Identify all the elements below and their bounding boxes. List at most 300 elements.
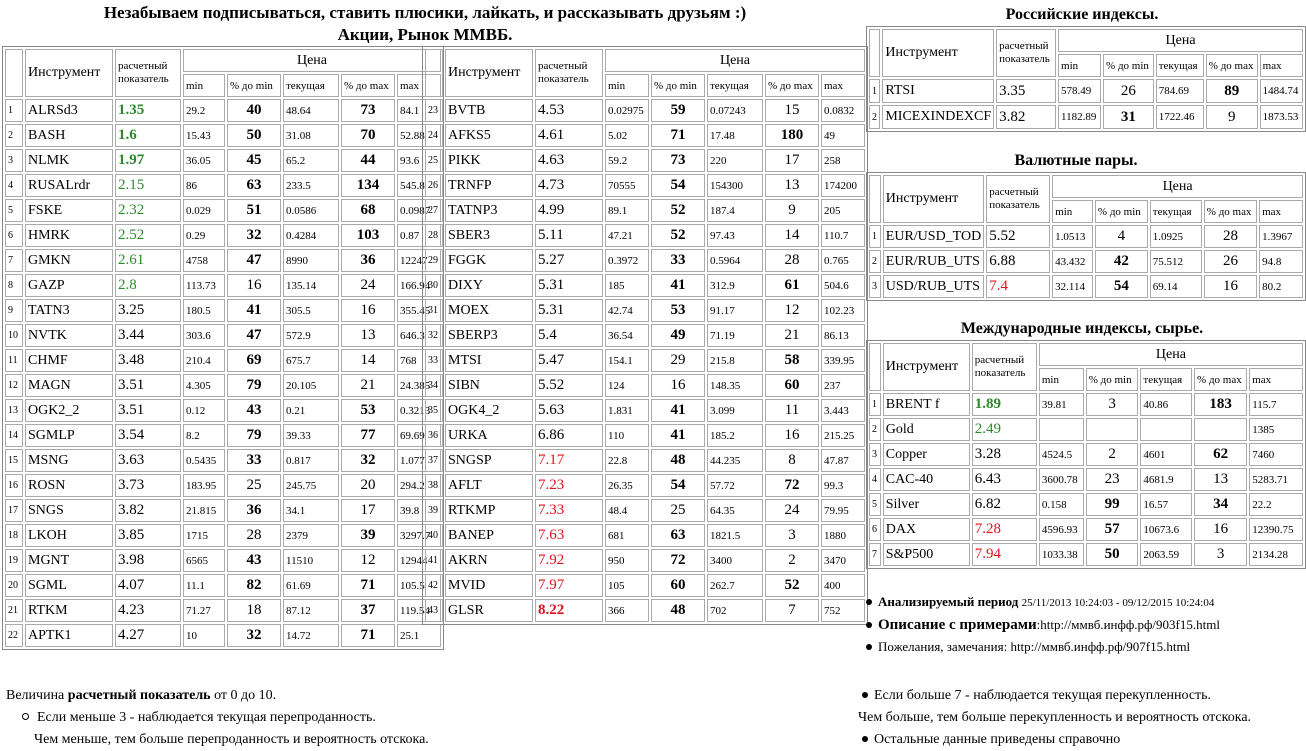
ticker[interactable]: MSNG bbox=[25, 449, 113, 472]
current-value: 34.1 bbox=[283, 499, 339, 522]
min-value: 950 bbox=[605, 549, 649, 572]
pct-to-min: 50 bbox=[1086, 543, 1139, 566]
pct-to-min: 51 bbox=[227, 199, 281, 222]
row-number: 13 bbox=[5, 399, 23, 422]
pct-to-min: 47 bbox=[227, 249, 281, 272]
ticker[interactable]: EUR/USD_TOD bbox=[883, 225, 984, 248]
bullet-icon bbox=[866, 599, 872, 605]
ticker[interactable]: SBERP3 bbox=[445, 324, 533, 347]
ticker[interactable]: RTSI bbox=[882, 79, 994, 103]
ticker[interactable]: SBER3 bbox=[445, 224, 533, 247]
ticker[interactable]: GLSR bbox=[445, 599, 533, 622]
pct-to-min: 29 bbox=[651, 349, 705, 372]
col-pct-min: % до min bbox=[1103, 54, 1154, 77]
table-row bbox=[5, 599, 441, 622]
min-value: 32.114 bbox=[1052, 275, 1093, 298]
table-row bbox=[869, 105, 1303, 129]
col-min: min bbox=[605, 74, 649, 97]
row-number: 37 bbox=[425, 449, 443, 472]
table-row bbox=[869, 443, 1303, 466]
current-value: 0.4284 bbox=[283, 224, 339, 247]
calc-value: 7.17 bbox=[535, 449, 603, 472]
col-min: min bbox=[1039, 368, 1084, 391]
calc-value: 6.88 bbox=[986, 250, 1050, 273]
min-value bbox=[1039, 418, 1084, 441]
table-row bbox=[5, 324, 441, 347]
ticker[interactable]: USD/RUB_UTS bbox=[883, 275, 984, 298]
max-value: 94.8 bbox=[1259, 250, 1303, 273]
ticker[interactable]: CHMF bbox=[25, 349, 113, 372]
table-row bbox=[5, 499, 441, 522]
current-value: 44.235 bbox=[707, 449, 763, 472]
ticker[interactable]: BASH bbox=[25, 124, 113, 147]
pct-to-max: 16 bbox=[1194, 518, 1247, 541]
calc-value: 5.63 bbox=[535, 399, 603, 422]
table-row bbox=[425, 249, 865, 272]
row-number: 42 bbox=[425, 574, 443, 597]
pct-to-max: 34 bbox=[1194, 493, 1247, 516]
row-number: 1 bbox=[869, 393, 881, 416]
current-value: 245.75 bbox=[283, 474, 339, 497]
market-title: Акции, Рынок ММВБ. bbox=[337, 25, 513, 44]
table-row bbox=[5, 474, 441, 497]
max-value: 115.7 bbox=[1249, 393, 1303, 416]
ticker[interactable]: NVTK bbox=[25, 324, 113, 347]
table-row bbox=[869, 275, 1303, 298]
ticker[interactable]: SIBN bbox=[445, 374, 533, 397]
row-number: 1 bbox=[869, 79, 880, 103]
calc-value: 7.4 bbox=[986, 275, 1050, 298]
table-row bbox=[5, 149, 441, 172]
pct-to-max: 14 bbox=[341, 349, 395, 372]
max-value: 5283.71 bbox=[1249, 468, 1303, 491]
min-value: 578.49 bbox=[1058, 79, 1101, 103]
current-value: 784.69 bbox=[1156, 79, 1204, 103]
max-value: 400 bbox=[821, 574, 865, 597]
ticker[interactable]: TATN3 bbox=[25, 299, 113, 322]
ticker[interactable]: Silver bbox=[883, 493, 970, 516]
calc-value: 7.28 bbox=[972, 518, 1037, 541]
max-value: 119.54 bbox=[397, 599, 441, 622]
calc-value: 5.31 bbox=[535, 299, 603, 322]
col-pct-max: % до max bbox=[765, 74, 819, 97]
pct-to-max: 183 bbox=[1194, 393, 1247, 416]
max-value: 339.95 bbox=[821, 349, 865, 372]
pct-to-min: 71 bbox=[651, 124, 705, 147]
min-value: 0.29 bbox=[183, 224, 225, 247]
table-row bbox=[5, 349, 441, 372]
table-row bbox=[5, 199, 441, 222]
current-value: 220 bbox=[707, 149, 763, 172]
col-calc: расчетный показатель bbox=[535, 49, 603, 97]
footer-left bbox=[6, 685, 566, 751]
calc-value: 4.23 bbox=[115, 599, 181, 622]
ticker[interactable]: S&P500 bbox=[883, 543, 970, 566]
ticker[interactable]: GAZP bbox=[25, 274, 113, 297]
calc-value: 3.82 bbox=[996, 105, 1056, 129]
stocks-table-left bbox=[2, 46, 444, 650]
pct-to-max: 17 bbox=[765, 149, 819, 172]
current-value: 69.14 bbox=[1150, 275, 1202, 298]
col-min: min bbox=[1052, 200, 1093, 223]
ticker[interactable]: MVID bbox=[445, 574, 533, 597]
ticker[interactable]: AFKS5 bbox=[445, 124, 533, 147]
row-number: 38 bbox=[425, 474, 443, 497]
wishes-line bbox=[862, 636, 1302, 657]
footer-left-line2: Если меньше 3 - наблюдается текущая перепроданность. bbox=[6, 707, 566, 729]
col-tool: Инструмент bbox=[883, 343, 970, 391]
ru-indices-title: Российские индексы. bbox=[1005, 6, 1159, 23]
ticker[interactable]: Copper bbox=[883, 443, 970, 466]
pct-to-min: 45 bbox=[227, 149, 281, 172]
col-calc: расчетный показатель bbox=[115, 49, 181, 97]
ticker[interactable]: BRENT f bbox=[883, 393, 970, 416]
calc-value: 7.94 bbox=[972, 543, 1037, 566]
table-row bbox=[869, 493, 1303, 516]
table-row bbox=[5, 574, 441, 597]
pct-to-max: 13 bbox=[1194, 468, 1247, 491]
row-number: 15 bbox=[5, 449, 23, 472]
examples-link[interactable]: :http://ммвб.инфф.рф/903f15.html bbox=[1036, 617, 1220, 632]
max-value: 1.077 bbox=[397, 449, 441, 472]
current-value: 61.69 bbox=[283, 574, 339, 597]
stocks-table-right bbox=[422, 46, 868, 625]
ticker[interactable]: HMRK bbox=[25, 224, 113, 247]
footer-left-line3: Чем меньше, тем больше перепроданность и вероятность отскока. bbox=[34, 732, 429, 747]
min-value: 86 bbox=[183, 174, 225, 197]
max-value: 1385 bbox=[1249, 418, 1303, 441]
pct-to-max: 39 bbox=[341, 524, 395, 547]
wishes-text[interactable]: Пожелания, замечания: http://ммвб.инфф.рф/907f15.html bbox=[878, 639, 1191, 654]
col-price: Цена bbox=[605, 49, 865, 72]
min-value: 22.8 bbox=[605, 449, 649, 472]
min-value: 15.43 bbox=[183, 124, 225, 147]
pct-to-max: 14 bbox=[765, 224, 819, 247]
ticker[interactable]: CAC-40 bbox=[883, 468, 970, 491]
current-value: 0.07243 bbox=[707, 99, 763, 122]
max-value: 174200 bbox=[821, 174, 865, 197]
min-value: 29.2 bbox=[183, 99, 225, 122]
ticker[interactable]: ROSN bbox=[25, 474, 113, 497]
table-row bbox=[5, 374, 441, 397]
ticker[interactable]: SNGSP bbox=[445, 449, 533, 472]
pct-to-min: 16 bbox=[651, 374, 705, 397]
pct-to-max: 24 bbox=[341, 274, 395, 297]
table-row bbox=[425, 399, 865, 422]
pct-to-min: 60 bbox=[651, 574, 705, 597]
ticker[interactable]: LKOH bbox=[25, 524, 113, 547]
col-pct-min: % до min bbox=[651, 74, 705, 97]
row-number: 35 bbox=[425, 399, 443, 422]
row-number: 22 bbox=[5, 624, 23, 647]
row-number: 2 bbox=[869, 105, 880, 129]
max-value: 205 bbox=[821, 199, 865, 222]
table-row bbox=[425, 549, 865, 572]
pct-to-max: 26 bbox=[1204, 250, 1257, 273]
pct-to-max: 3 bbox=[765, 524, 819, 547]
footer-right-line1: Если больше 7 - наблюдается текущая перекупленность. bbox=[858, 685, 1304, 707]
pct-to-max: 70 bbox=[341, 124, 395, 147]
table-row bbox=[5, 274, 441, 297]
calc-value: 7.33 bbox=[535, 499, 603, 522]
row-number: 2 bbox=[869, 418, 881, 441]
table-row bbox=[869, 225, 1303, 248]
max-value: 69.69 bbox=[397, 424, 441, 447]
max-value: 1873.53 bbox=[1260, 105, 1303, 129]
ticker[interactable]: FSKE bbox=[25, 199, 113, 222]
ticker[interactable]: AFLT bbox=[445, 474, 533, 497]
ticker[interactable]: OGK4_2 bbox=[445, 399, 533, 422]
current-value: 1.0925 bbox=[1150, 225, 1202, 248]
min-value: 0.029 bbox=[183, 199, 225, 222]
pct-to-min: 41 bbox=[227, 299, 281, 322]
header-line1: Незабываем подписываться, ставить плюсики, лайкать, и рассказывать друзьям :) bbox=[103, 3, 747, 22]
min-value: 110 bbox=[605, 424, 649, 447]
max-value: 0.765 bbox=[821, 249, 865, 272]
pct-to-min: 18 bbox=[227, 599, 281, 622]
min-value: 4596.93 bbox=[1039, 518, 1084, 541]
pct-to-max: 9 bbox=[765, 199, 819, 222]
ticker[interactable]: DIXY bbox=[445, 274, 533, 297]
current-value: 702 bbox=[707, 599, 763, 622]
calc-value: 3.54 bbox=[115, 424, 181, 447]
pct-to-max: 28 bbox=[1204, 225, 1257, 248]
row-number: 4 bbox=[5, 174, 23, 197]
ru-indices-table bbox=[866, 26, 1306, 132]
col-current: текущая bbox=[1150, 200, 1202, 223]
row-number: 7 bbox=[5, 249, 23, 272]
pct-to-min: 23 bbox=[1086, 468, 1139, 491]
pct-to-max: 58 bbox=[765, 349, 819, 372]
info-block bbox=[862, 591, 1302, 657]
max-value: 99.3 bbox=[821, 474, 865, 497]
circle-bullet-icon bbox=[22, 713, 29, 720]
ticker[interactable]: MTSI bbox=[445, 349, 533, 372]
pct-to-max: 60 bbox=[765, 374, 819, 397]
max-value: 215.25 bbox=[821, 424, 865, 447]
intl-table-wrap bbox=[866, 340, 1306, 569]
footer-left-line1: Величина расчетный показатель от 0 до 10. bbox=[6, 688, 277, 703]
current-value: 16.57 bbox=[1140, 493, 1192, 516]
ticker[interactable]: URKA bbox=[445, 424, 533, 447]
calc-value: 2.52 bbox=[115, 224, 181, 247]
table-row bbox=[425, 574, 865, 597]
pct-to-min: 4 bbox=[1095, 225, 1148, 248]
col-max: max bbox=[821, 74, 865, 97]
ticker[interactable]: APTK1 bbox=[25, 624, 113, 647]
pct-to-max bbox=[1194, 418, 1247, 441]
max-value: 110.7 bbox=[821, 224, 865, 247]
max-value: 25.1 bbox=[397, 624, 441, 647]
pct-to-min: 36 bbox=[227, 499, 281, 522]
current-value: 3400 bbox=[707, 549, 763, 572]
col-current: текущая bbox=[1156, 54, 1204, 77]
pct-to-min: 69 bbox=[227, 349, 281, 372]
pct-to-max: 89 bbox=[1206, 79, 1258, 103]
calc-value: 5.52 bbox=[535, 374, 603, 397]
calc-value: 7.97 bbox=[535, 574, 603, 597]
row-number: 4 bbox=[869, 468, 881, 491]
current-value: 148.35 bbox=[707, 374, 763, 397]
row-number: 1 bbox=[869, 225, 881, 248]
current-value: 233.5 bbox=[283, 174, 339, 197]
pct-to-min: 28 bbox=[227, 524, 281, 547]
ticker[interactable]: TATNP3 bbox=[445, 199, 533, 222]
max-value: 2134.28 bbox=[1249, 543, 1303, 566]
row-number: 27 bbox=[425, 199, 443, 222]
max-value: 0.0832 bbox=[821, 99, 865, 122]
current-value: 4601 bbox=[1140, 443, 1192, 466]
pct-to-max: 180 bbox=[765, 124, 819, 147]
pct-to-max: 73 bbox=[341, 99, 395, 122]
table-row bbox=[869, 518, 1303, 541]
min-value: 70555 bbox=[605, 174, 649, 197]
current-value: 71.19 bbox=[707, 324, 763, 347]
row-number: 5 bbox=[5, 199, 23, 222]
ticker[interactable]: DAX bbox=[883, 518, 970, 541]
ticker[interactable]: BANEP bbox=[445, 524, 533, 547]
calc-value: 4.27 bbox=[115, 624, 181, 647]
max-value: 24.385 bbox=[397, 374, 441, 397]
ticker[interactable]: MAGN bbox=[25, 374, 113, 397]
current-value: 262.7 bbox=[707, 574, 763, 597]
pct-to-max: 36 bbox=[341, 249, 395, 272]
table-row bbox=[425, 599, 865, 622]
intl-table bbox=[866, 340, 1306, 569]
pct-to-max: 16 bbox=[1204, 275, 1257, 298]
max-value: 12247 bbox=[397, 249, 441, 272]
pct-to-min: 72 bbox=[651, 549, 705, 572]
ticker[interactable]: GMKN bbox=[25, 249, 113, 272]
current-value: 2063.59 bbox=[1140, 543, 1192, 566]
max-value: 1880 bbox=[821, 524, 865, 547]
ticker[interactable]: MICEXINDEXCF bbox=[882, 105, 994, 129]
min-value: 36.54 bbox=[605, 324, 649, 347]
min-value: 48.4 bbox=[605, 499, 649, 522]
calc-value: 3.51 bbox=[115, 374, 181, 397]
ticker[interactable]: Gold bbox=[883, 418, 970, 441]
row-number: 26 bbox=[425, 174, 443, 197]
ticker[interactable]: TRNFP bbox=[445, 174, 533, 197]
pct-to-max: 13 bbox=[765, 174, 819, 197]
max-value: 105.5 bbox=[397, 574, 441, 597]
table-header-row bbox=[5, 49, 441, 72]
current-value: 1821.5 bbox=[707, 524, 763, 547]
calc-value: 1.35 bbox=[115, 99, 181, 122]
pct-to-min: 33 bbox=[651, 249, 705, 272]
pct-to-max: 3 bbox=[1194, 543, 1247, 566]
ticker[interactable]: ALRSd3 bbox=[25, 99, 113, 122]
col-price: Цена bbox=[1058, 29, 1303, 52]
calc-value: 7.63 bbox=[535, 524, 603, 547]
max-value: 3.443 bbox=[821, 399, 865, 422]
col-max: max bbox=[1260, 54, 1303, 77]
calc-value: 1.89 bbox=[972, 393, 1037, 416]
col-calc: расчетный показатель bbox=[996, 29, 1056, 77]
min-value: 71.27 bbox=[183, 599, 225, 622]
ticker[interactable]: PIKK bbox=[445, 149, 533, 172]
ticker[interactable]: SGMLP bbox=[25, 424, 113, 447]
pct-to-max: 16 bbox=[341, 299, 395, 322]
fx-table-wrap bbox=[866, 172, 1306, 301]
pct-to-max: 7 bbox=[765, 599, 819, 622]
pct-to-min: 43 bbox=[227, 549, 281, 572]
calc-value: 6.82 bbox=[972, 493, 1037, 516]
current-value: 572.9 bbox=[283, 324, 339, 347]
pct-to-min: 79 bbox=[227, 374, 281, 397]
calc-value: 2.32 bbox=[115, 199, 181, 222]
calc-value: 2.49 bbox=[972, 418, 1037, 441]
min-value: 0.02975 bbox=[605, 99, 649, 122]
pct-to-min: 33 bbox=[227, 449, 281, 472]
ticker[interactable]: FGGK bbox=[445, 249, 533, 272]
ticker[interactable]: RTKM bbox=[25, 599, 113, 622]
ticker[interactable]: OGK2_2 bbox=[25, 399, 113, 422]
pct-to-max: 17 bbox=[341, 499, 395, 522]
table-row bbox=[5, 524, 441, 547]
min-value: 10 bbox=[183, 624, 225, 647]
min-value: 0.12 bbox=[183, 399, 225, 422]
calc-value: 4.63 bbox=[535, 149, 603, 172]
calc-value: 8.22 bbox=[535, 599, 603, 622]
max-value: 646.3 bbox=[397, 324, 441, 347]
ticker[interactable]: RTKMP bbox=[445, 499, 533, 522]
min-value: 6565 bbox=[183, 549, 225, 572]
stocks-right-table-wrap bbox=[422, 46, 868, 625]
calc-value: 3.63 bbox=[115, 449, 181, 472]
min-value: 59.2 bbox=[605, 149, 649, 172]
pct-to-min: 57 bbox=[1086, 518, 1139, 541]
ticker[interactable]: BVTB bbox=[445, 99, 533, 122]
min-value: 3600.78 bbox=[1039, 468, 1084, 491]
pct-to-max: 15 bbox=[765, 99, 819, 122]
row-number: 10 bbox=[5, 324, 23, 347]
ticker[interactable]: AKRN bbox=[445, 549, 533, 572]
min-value: 180.5 bbox=[183, 299, 225, 322]
col-max: max bbox=[397, 74, 441, 97]
ticker[interactable]: EUR/RUB_UTS bbox=[883, 250, 984, 273]
current-value: 0.21 bbox=[283, 399, 339, 422]
table-row bbox=[869, 393, 1303, 416]
calc-value: 3.51 bbox=[115, 399, 181, 422]
ticker[interactable]: MOEX bbox=[445, 299, 533, 322]
table-row bbox=[869, 250, 1303, 273]
ticker[interactable]: RUSALrdr bbox=[25, 174, 113, 197]
col-max: max bbox=[1259, 200, 1303, 223]
col-pct-max: % до max bbox=[1206, 54, 1258, 77]
col-current: текущая bbox=[283, 74, 339, 97]
row-number: 3 bbox=[5, 149, 23, 172]
min-value: 681 bbox=[605, 524, 649, 547]
min-value: 89.1 bbox=[605, 199, 649, 222]
intl-title: Международные индексы, сырье. bbox=[960, 320, 1204, 337]
ticker[interactable]: SNGS bbox=[25, 499, 113, 522]
row-number: 33 bbox=[425, 349, 443, 372]
ticker[interactable]: MGNT bbox=[25, 549, 113, 572]
col-tool: Инструмент bbox=[883, 175, 984, 223]
bullet-icon bbox=[866, 622, 872, 628]
table-row bbox=[5, 449, 441, 472]
pct-to-max: 37 bbox=[341, 599, 395, 622]
ticker[interactable]: SGML bbox=[25, 574, 113, 597]
min-value: 1715 bbox=[183, 524, 225, 547]
table-row bbox=[5, 224, 441, 247]
ticker[interactable]: NLMK bbox=[25, 149, 113, 172]
row-number: 1 bbox=[5, 99, 23, 122]
bullet-icon bbox=[866, 644, 872, 650]
max-value: 1484.74 bbox=[1260, 79, 1303, 103]
max-value: 0.0987 bbox=[397, 199, 441, 222]
